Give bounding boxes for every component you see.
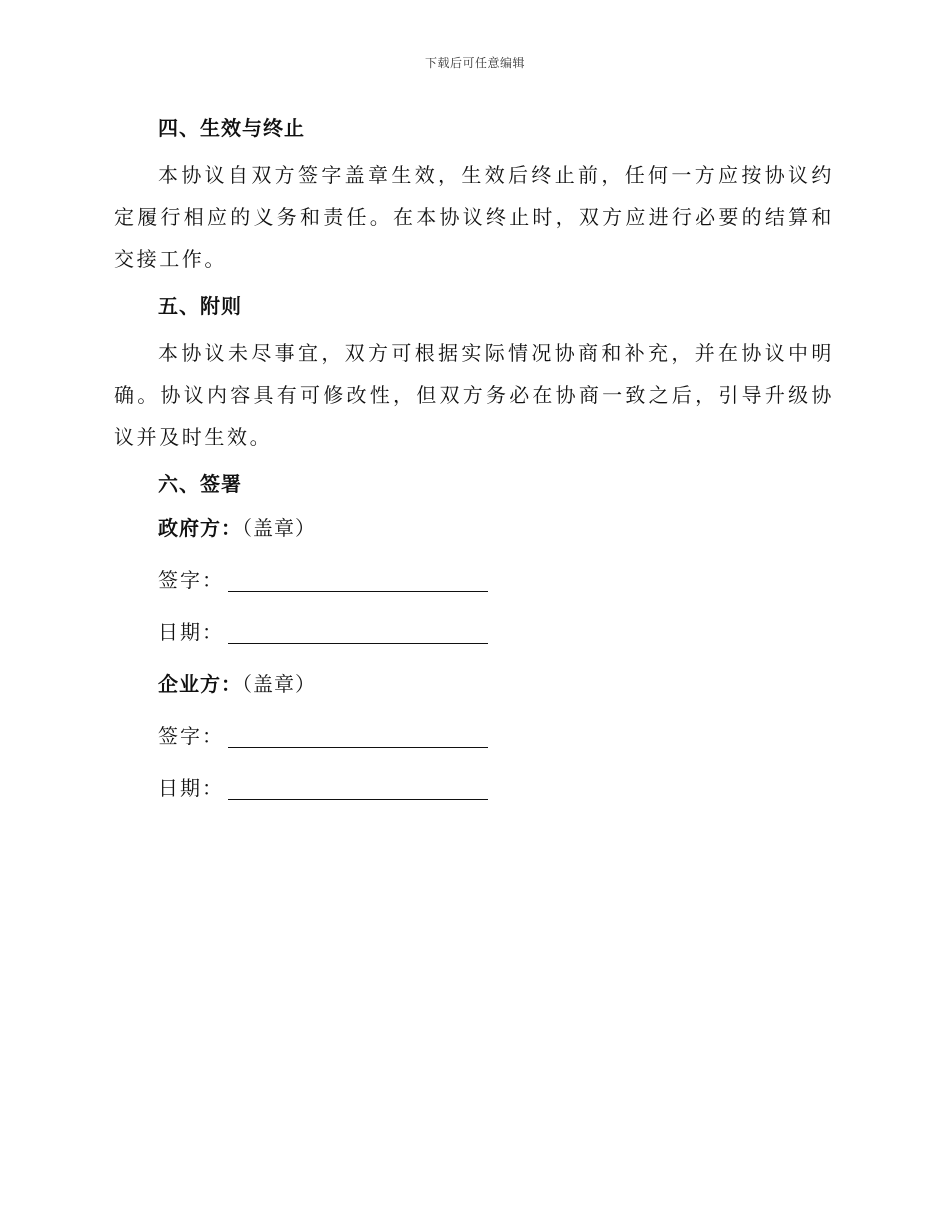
- document-body: [114, 110, 834, 822]
- enterprise-signature-line[interactable]: [228, 721, 488, 748]
- section-heading-supplementary: 五、附则: [158, 294, 242, 318]
- section-paragraph-effect-termination: 本协议自双方签字盖章生效，生效后终止前，任何一方应按协议约定履行相应的义务和责任。在本协议终止时，双方应进行必要的结算和交接工作。: [114, 163, 834, 271]
- government-seal-note: （盖章）: [242, 516, 316, 540]
- government-signature-field: [158, 562, 834, 598]
- enterprise-date-field: [158, 770, 834, 806]
- enterprise-party-name: 企业方：: [158, 672, 242, 696]
- section-heading-signature: 六、签署: [158, 472, 242, 496]
- government-date-label: 日期：: [158, 620, 224, 644]
- enterprise-signature-field: [158, 718, 834, 754]
- government-signature-line[interactable]: [228, 565, 488, 592]
- page-header: 下载后可任意编辑: [424, 56, 525, 70]
- government-date-line[interactable]: [228, 617, 488, 644]
- government-party: [158, 510, 834, 546]
- enterprise-party: [158, 666, 834, 702]
- government-signature-label: 签字：: [158, 568, 224, 592]
- section-heading-effect-termination: 四、生效与终止: [158, 116, 305, 140]
- enterprise-seal-note: （盖章）: [242, 672, 316, 696]
- enterprise-date-line[interactable]: [228, 773, 488, 800]
- section-paragraph-supplementary: 本协议未尽事宜，双方可根据实际情况协商和补充，并在协议中明确。协议内容具有可修改性，但双方务必在协商一致之后，引导升级协议并及时生效。: [114, 341, 834, 449]
- enterprise-date-label: 日期：: [158, 776, 224, 800]
- government-date-field: [158, 614, 834, 650]
- enterprise-signature-label: 签字：: [158, 724, 224, 748]
- government-party-name: 政府方：: [158, 516, 242, 540]
